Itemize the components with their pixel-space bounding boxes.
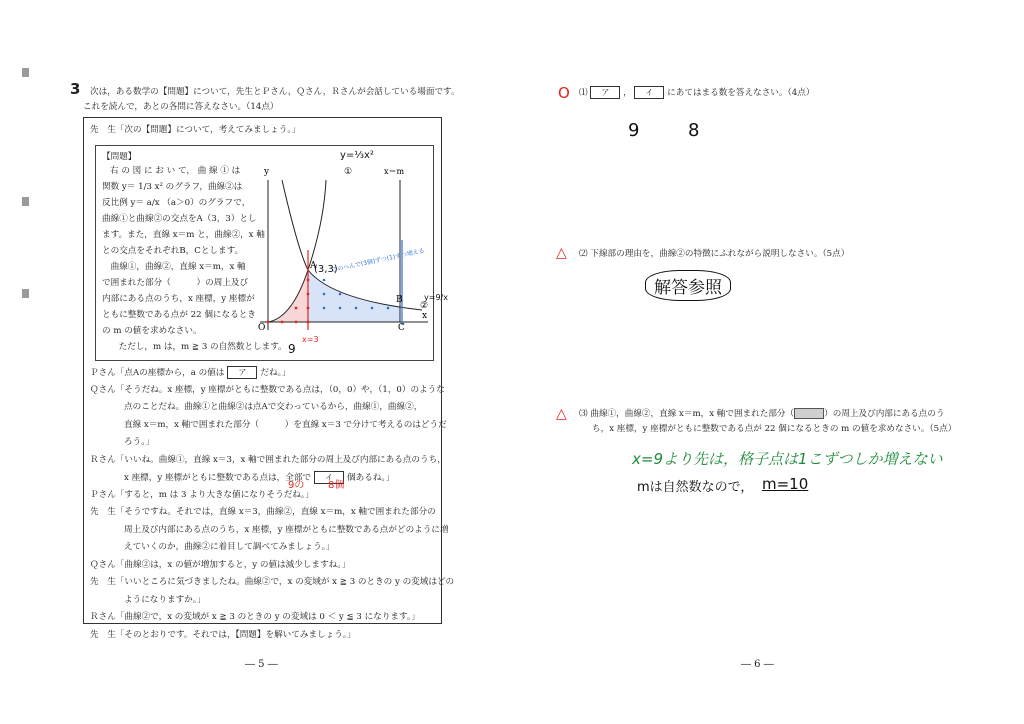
- speaker-name: 先 生: [90, 629, 116, 640]
- hand-ans-a: 9: [628, 120, 640, 141]
- dialogue-text: ようになりますか。」: [124, 594, 206, 605]
- problem-line: 反比例 y＝ a/x （a＞0）のグラフで，: [102, 198, 251, 208]
- speaker-name: Ｒさん: [90, 612, 116, 622]
- hand-graph-A-coords: (3,3): [314, 264, 338, 275]
- q2-number: ⑵: [579, 249, 588, 259]
- hand-ref: 解答参照: [645, 270, 731, 301]
- dialogue-line: [90, 506, 436, 518]
- graph-label-B: B: [396, 295, 403, 305]
- dialogue-text: 周上及び内部にある点のうち，x 座標，y 座標がともに整数である点がどのように増: [124, 524, 449, 535]
- graph-label-O: O: [258, 323, 266, 333]
- problem-line: 関数 y＝ 1/3 x² のグラフ，曲線②は: [102, 182, 243, 192]
- problem-line: ただし，m は，m ≧ 3 の自然数とします。: [110, 342, 287, 352]
- hand-graph-equation: y=⅓x²: [340, 150, 374, 161]
- hand-ans-i: 8: [688, 120, 700, 141]
- q2-line: [579, 248, 849, 260]
- q1-number: ⑴: [579, 88, 588, 98]
- dialogue-line: [90, 454, 446, 466]
- speaker-name: 先 生: [90, 507, 116, 517]
- dialogue-line: [90, 366, 290, 379]
- problem-line: 曲線①と曲線②の交点をA（3，3）とし: [102, 214, 257, 224]
- q1-box-i: イ: [634, 86, 664, 99]
- shaded-region-left: [268, 270, 308, 322]
- q3-line-1: [579, 408, 944, 420]
- dialogue-text: 「曲線②で，x の変域が x ≧ 3 のときの y の変域は 0 ＜ y ≦ 3 になります。」: [115, 612, 420, 622]
- problem-line: で囲まれた部分（ ）の周上及び: [102, 278, 249, 288]
- dialogue-line: [124, 471, 394, 484]
- dialogue-text: 「曲線②は，x の値が増加すると，y の値は減少しますね。」: [115, 559, 351, 570]
- graph-label-A: A: [310, 261, 317, 271]
- speaker-name: Ｐさん: [90, 368, 116, 378]
- dialogue-line: [124, 436, 154, 448]
- dialogue-line: [124, 401, 422, 413]
- q3-text-a: 曲線①，曲線②，直線 x＝m，x 軸で囲まれた部分（: [590, 409, 795, 419]
- speaker-name: 先 生: [90, 577, 116, 587]
- dialogue-text: ろう。」: [124, 437, 155, 447]
- q1-separator: ，: [623, 88, 632, 98]
- dialogue-line: [124, 594, 206, 606]
- q3-gray-box: [794, 408, 824, 419]
- hand-nine-of: 9の: [288, 480, 305, 491]
- dialogue-text: 「そうですね。それでは，直線 x＝3，曲線②，直線 x＝m，x 軸で囲まれた部分の: [115, 507, 436, 517]
- hand-graph-x3: x=3: [302, 335, 319, 344]
- problem-heading: 【問題】: [102, 152, 137, 162]
- hand-graph-note: このへんで(3個)ずつ(1)ずつ増える: [330, 247, 426, 274]
- mark-q2: △: [556, 245, 567, 261]
- problem-line: との交点をそれぞれB，Cとします。: [102, 246, 244, 256]
- dialogue-line: [90, 559, 350, 571]
- dialogue-line: [124, 524, 449, 536]
- problem-graph: [252, 150, 448, 350]
- hand-q3-line2: mは自然数なので，: [637, 480, 754, 495]
- problem-line: ともに整数である点が 22 個になるとき: [102, 310, 256, 320]
- hand-q3-answer: m=10: [762, 475, 809, 493]
- dialogue-text: 「点Aの座標から，a の値は: [115, 368, 225, 378]
- q2-text: 下線部の理由を，曲線②の特徴にふれながら説明しなさい。（5点）: [590, 249, 850, 259]
- dialogue-text: x 座標，y 座標がともに整数である点は，全部で: [124, 473, 312, 483]
- dialogue-text: 直線 x＝m，x 軸で囲まれた部分（ ）を直線 x＝3 で分けて考えるのはどうだ: [124, 419, 447, 430]
- margin-mark-2: [22, 197, 29, 206]
- graph-label-xm: x＝m: [384, 167, 405, 176]
- dialogue-text: 「すると，m は 3 より大きな値になりそうだね。」: [115, 489, 314, 500]
- answer-box: イ: [314, 471, 344, 484]
- hand-graph-eq2: y=9/x: [424, 293, 448, 302]
- speaker-name: Ｑさん: [90, 559, 116, 570]
- graph-label-curve2: ②: [420, 301, 429, 311]
- dialogue-line: [90, 384, 445, 396]
- q3-line-2: ち，x 座標，y 座標がともに整数である点が 22 個になるときの m の値を求めなさい。（5点）: [592, 424, 957, 434]
- problem-line: 曲線①，曲線②，直線 x＝m，x 軸: [102, 262, 246, 272]
- mark-q3: △: [556, 406, 567, 422]
- q1-box-a: ア: [590, 86, 620, 99]
- teacher-opening: 先 生「次の【問題】について，考えてみましょう。」: [90, 125, 301, 135]
- dialogue-text-after: 個あるね。」: [347, 473, 395, 483]
- q1-text: にあてはまる数を答えなさい。（4点）: [667, 88, 815, 98]
- dialogue-line: [90, 611, 420, 623]
- dialogue-text: 「いいね。曲線①，直線 x＝3，x 軸で囲まれた部分の周上及び内部にある点のうち，: [115, 454, 446, 465]
- dialogue-text: 点のことだね。曲線①と曲線②は点Aで交わっているから，曲線①，曲線②，: [124, 402, 423, 412]
- page-number-left: ― 5 ―: [245, 659, 278, 670]
- q3-text-b: ）の周上及び内部にある点のう: [824, 409, 945, 419]
- q1-line: [579, 86, 814, 99]
- dialogue-text: 「いいところに気づきましたね。曲線②で，x の変域が x ≧ 3 のときの y の変域はどの: [115, 577, 455, 587]
- graph-label-C: C: [398, 323, 405, 333]
- problem-line: ます。また，直線 x＝m と，曲線②，x 軸: [102, 230, 265, 240]
- dialogue-line: [90, 576, 454, 588]
- page-number-right: ― 6 ―: [741, 659, 774, 670]
- speaker-name: Ｐさん: [90, 489, 116, 500]
- dialogue-text-after: だね。」: [260, 368, 291, 378]
- intro-line-1: 次は，ある数学の【問題】について，先生とＰさん，Ｑさん，Ｒさんが会話している場面です。: [90, 87, 460, 97]
- dialogue-line: [124, 541, 335, 553]
- graph-label-y: y: [264, 167, 270, 177]
- problem-line: 右 の 図 に お い て， 曲 線 ① は: [110, 166, 241, 176]
- speaker-name: Ｑさん: [90, 384, 116, 395]
- hand-q3-line1: x=9より先は，格子点は1こずつしか増えない: [632, 450, 943, 468]
- q3-number: ⑶: [579, 409, 588, 419]
- shaded-region-right: [308, 270, 400, 322]
- margin-mark-3: [22, 289, 29, 298]
- dialogue-line: [90, 629, 356, 641]
- hand-eight-count: 8個: [328, 480, 345, 491]
- answer-box: ア: [227, 366, 257, 379]
- dialogue-text: 「そのとおりです。それでは，【問題】を解いてみましょう。」: [115, 629, 356, 640]
- margin-mark-1: [22, 68, 29, 77]
- dialogue-text: えていくのか，曲線②に着目して調べてみましょう。」: [124, 542, 335, 552]
- graph-label-x: x: [422, 311, 428, 321]
- dialogue-line: [90, 489, 314, 501]
- hand-ans-a-left: 9: [288, 342, 296, 356]
- problem-line: の m の値を求めなさい。: [102, 326, 202, 336]
- dialogue-line: [124, 419, 447, 431]
- question-number: 3: [70, 80, 81, 98]
- graph-label-curve1: ①: [344, 167, 353, 177]
- mark-q1: O: [558, 84, 570, 102]
- intro-line-2: これを読んで，あとの各問に答えなさい。（14点）: [83, 102, 279, 112]
- dialogue-text: 「そうだね。x 座標，y 座標がともに整数である点は，（0，0）や，（1，0）のような: [115, 384, 445, 395]
- problem-line: 内部にある点のうち，x 座標，y 座標が: [102, 294, 255, 304]
- speaker-name: Ｒさん: [90, 454, 116, 465]
